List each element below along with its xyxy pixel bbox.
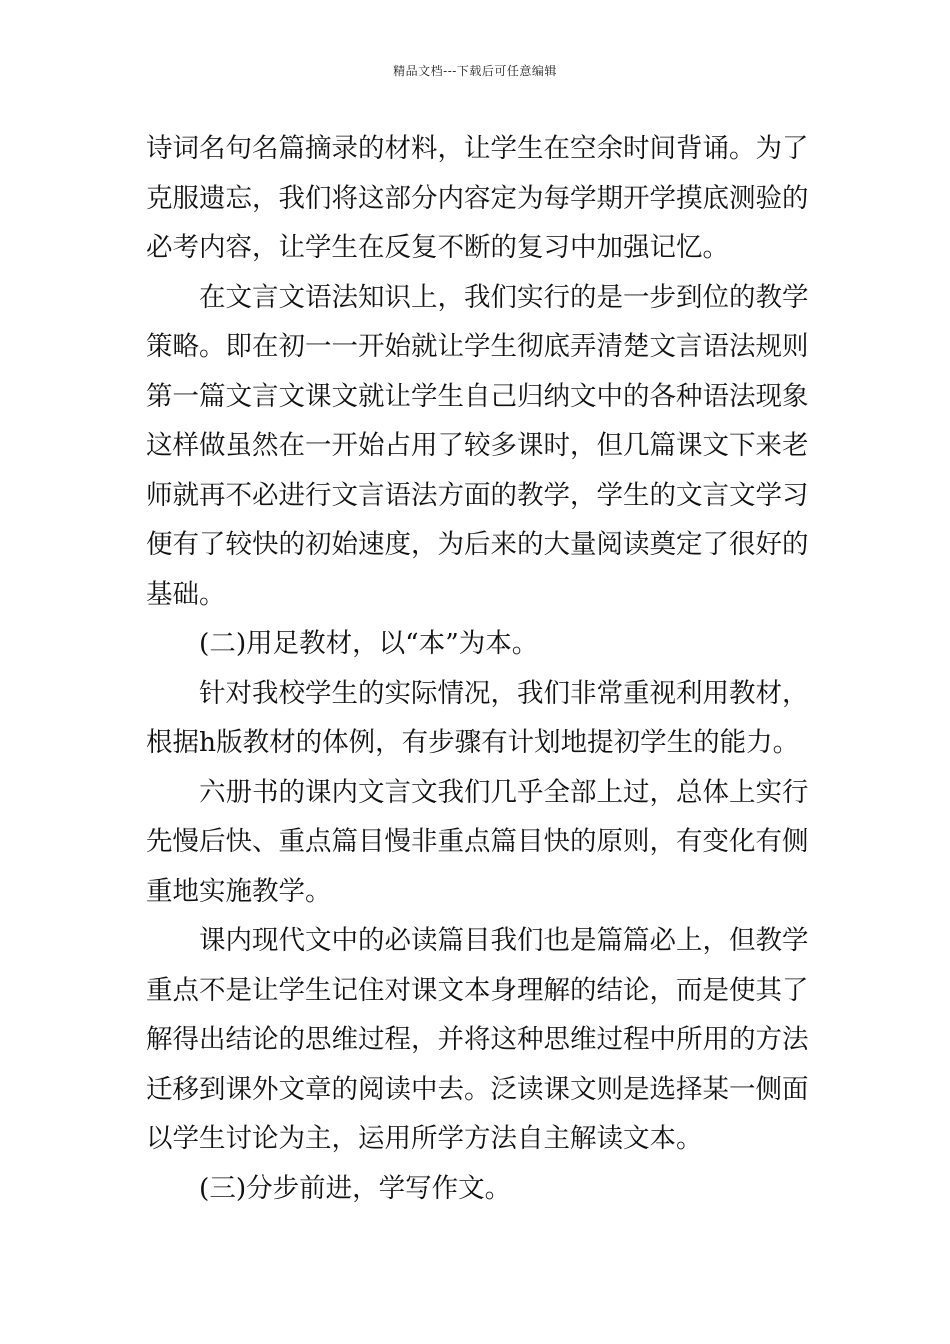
paragraph-start: 课内现代文中的必读篇目我们也是篇篇必上，但教学 xyxy=(199,925,809,956)
text-line: 根据h版教材的体例，有步骤有计划地提初学生的能力。 xyxy=(146,727,800,758)
body-text xyxy=(146,124,808,1213)
text-line: 诗词名句名篇摘录的材料，让学生在空余时间背诵。为了 xyxy=(146,133,809,164)
section-heading: (三)分步前进，学写作文。 xyxy=(199,1172,512,1204)
text-line: 先慢后快、重点篇目慢非重点篇目快的原则，有变化有侧 xyxy=(146,826,809,857)
text-line: 重地实施教学。 xyxy=(146,875,332,907)
page-header: 精品文档---下载后可任意编辑 xyxy=(393,64,557,78)
paragraph-start: 六册书的课内文言文我们几乎全部上过，总体上实行 xyxy=(199,776,809,808)
text-line: 基础。 xyxy=(146,578,226,610)
text-line: 克服遗忘，我们将这部分内容定为每学期开学摸底测验的 xyxy=(146,182,809,214)
section-heading: (二)用足教材，以“本”为本。 xyxy=(199,628,539,659)
text-line: 这样做虽然在一开始占用了较多课时，但几篇课文下来老 xyxy=(146,430,809,461)
text-line: 解得出结论的思维过程，并将这种思维过程中所用的方法 xyxy=(146,1024,809,1055)
text-line: 师就再不必进行文言语法方面的教学，学生的文言文学习 xyxy=(146,479,809,511)
text-line: 第一篇文言文课文就让学生自己归纳文中的各种语法现象 xyxy=(146,380,809,412)
paragraph-start: 针对我校学生的实际情况，我们非常重视利用教材， xyxy=(199,677,809,709)
text-line: 重点不是让学生记住对课文本身理解的结论，而是使其了 xyxy=(146,974,809,1006)
text-line: 策略。即在初一一开始就让学生彻底弄清楚文言语法规则 xyxy=(146,331,809,362)
text-line: 便有了较快的初始速度，为后来的大量阅读奠定了很好的 xyxy=(146,529,809,560)
paragraph-start: 在文言文语法知识上，我们实行的是一步到位的教学 xyxy=(199,281,809,313)
text-line: 迁移到课外文章的阅读中去。泛读课文则是选择某一侧面 xyxy=(146,1073,809,1105)
text-line: 以学生讨论为主，运用所学方法自主解读文本。 xyxy=(146,1123,703,1154)
text-line: 必考内容，让学生在反复不断的复习中加强记忆。 xyxy=(146,232,729,263)
